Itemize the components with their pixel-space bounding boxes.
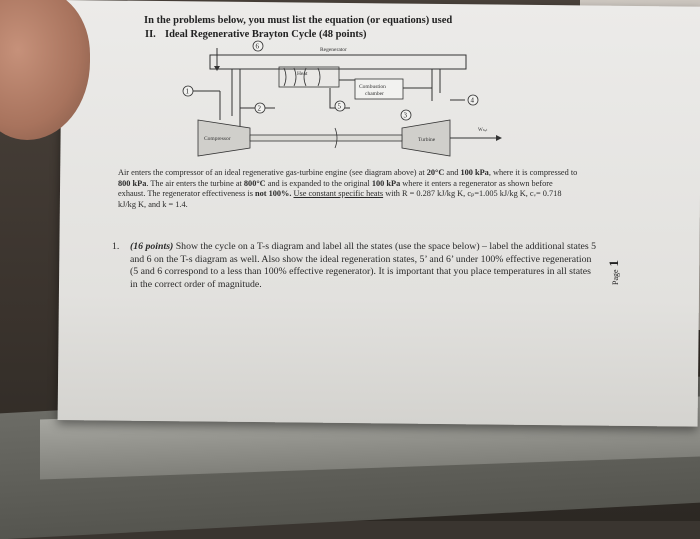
inlet-pressure: 100 kPa — [460, 168, 489, 177]
question-text — [130, 241, 597, 291]
exit-pressure: 100 kPa — [371, 178, 401, 188]
para-text: where it enters a regenerator as shown before exhaust. The regenerator effectiveness is — [118, 178, 553, 199]
heat-label: Heat — [297, 71, 308, 77]
para-text: , where it is compressed to — [488, 168, 578, 177]
instruction-text: In the problems below, you must list the equation (or equations) used — [144, 15, 453, 26]
regenerator-label: Regenerator — [320, 47, 347, 53]
inlet-temperature: 20°C — [426, 168, 445, 177]
state-1-label: 1 — [185, 87, 189, 96]
work-label: Wₙₑₜ — [478, 128, 488, 133]
compressed-pressure: 800 kPa — [118, 178, 147, 188]
combustion-label-1: Combustion — [359, 84, 386, 90]
state-4-label: 4 — [470, 96, 474, 105]
state-2-label: 2 — [257, 104, 261, 113]
brayton-cycle-diagram — [180, 38, 510, 163]
question-number: 1. — [112, 241, 120, 252]
question-body: Show the cycle on a T-s diagram and label all the states (use the space below) – label the additional states 5 and 6 on the T-s diagram as well. Also show the ideal regeneration states, 5’ and 6’ under 100% effective regeneration (5 and 6 correspond to a less than 100% effective regenerator). It is important that you place temperatures in all states in the correct order of magnitude. — [130, 241, 597, 290]
combustion-label-2: chamber — [365, 91, 384, 97]
page-label: Page — [611, 269, 620, 285]
question-1 — [112, 241, 597, 291]
shaft — [250, 135, 402, 141]
state-3-label: 3 — [403, 111, 407, 120]
para-text: with R = 0.287 kJ/kg K, cₚ=1.005 kJ/kg K, cᵥ= 0.718 kJ/kg K, and k = 1.4. — [118, 189, 562, 209]
section-title-text: Ideal Regenerative Brayton Cycle (48 points) — [165, 29, 367, 40]
page-number — [606, 260, 622, 285]
page-value: 1 — [606, 259, 621, 267]
section-number: II. — [145, 29, 156, 40]
effectiveness-note: not 100%. — [255, 189, 292, 199]
state-6-label: 6 — [255, 42, 259, 51]
para-text: and is expanded to the original — [265, 178, 372, 188]
constant-heats-note: Use constant specific heats — [293, 189, 384, 199]
state-5-label: 5 — [337, 102, 341, 111]
para-text: . The air enters the turbine at — [146, 178, 244, 188]
compressor-label: Compressor — [204, 136, 231, 142]
question-points: (16 points) — [130, 241, 174, 252]
problem-description — [118, 168, 578, 210]
turbine-temperature: 800°C — [243, 178, 266, 188]
turbine-label: Turbine — [418, 137, 436, 143]
para-text: Air enters the compressor of an ideal regenerative gas-turbine engine (see diagram above) at — [118, 168, 427, 177]
para-text: and — [444, 168, 461, 177]
